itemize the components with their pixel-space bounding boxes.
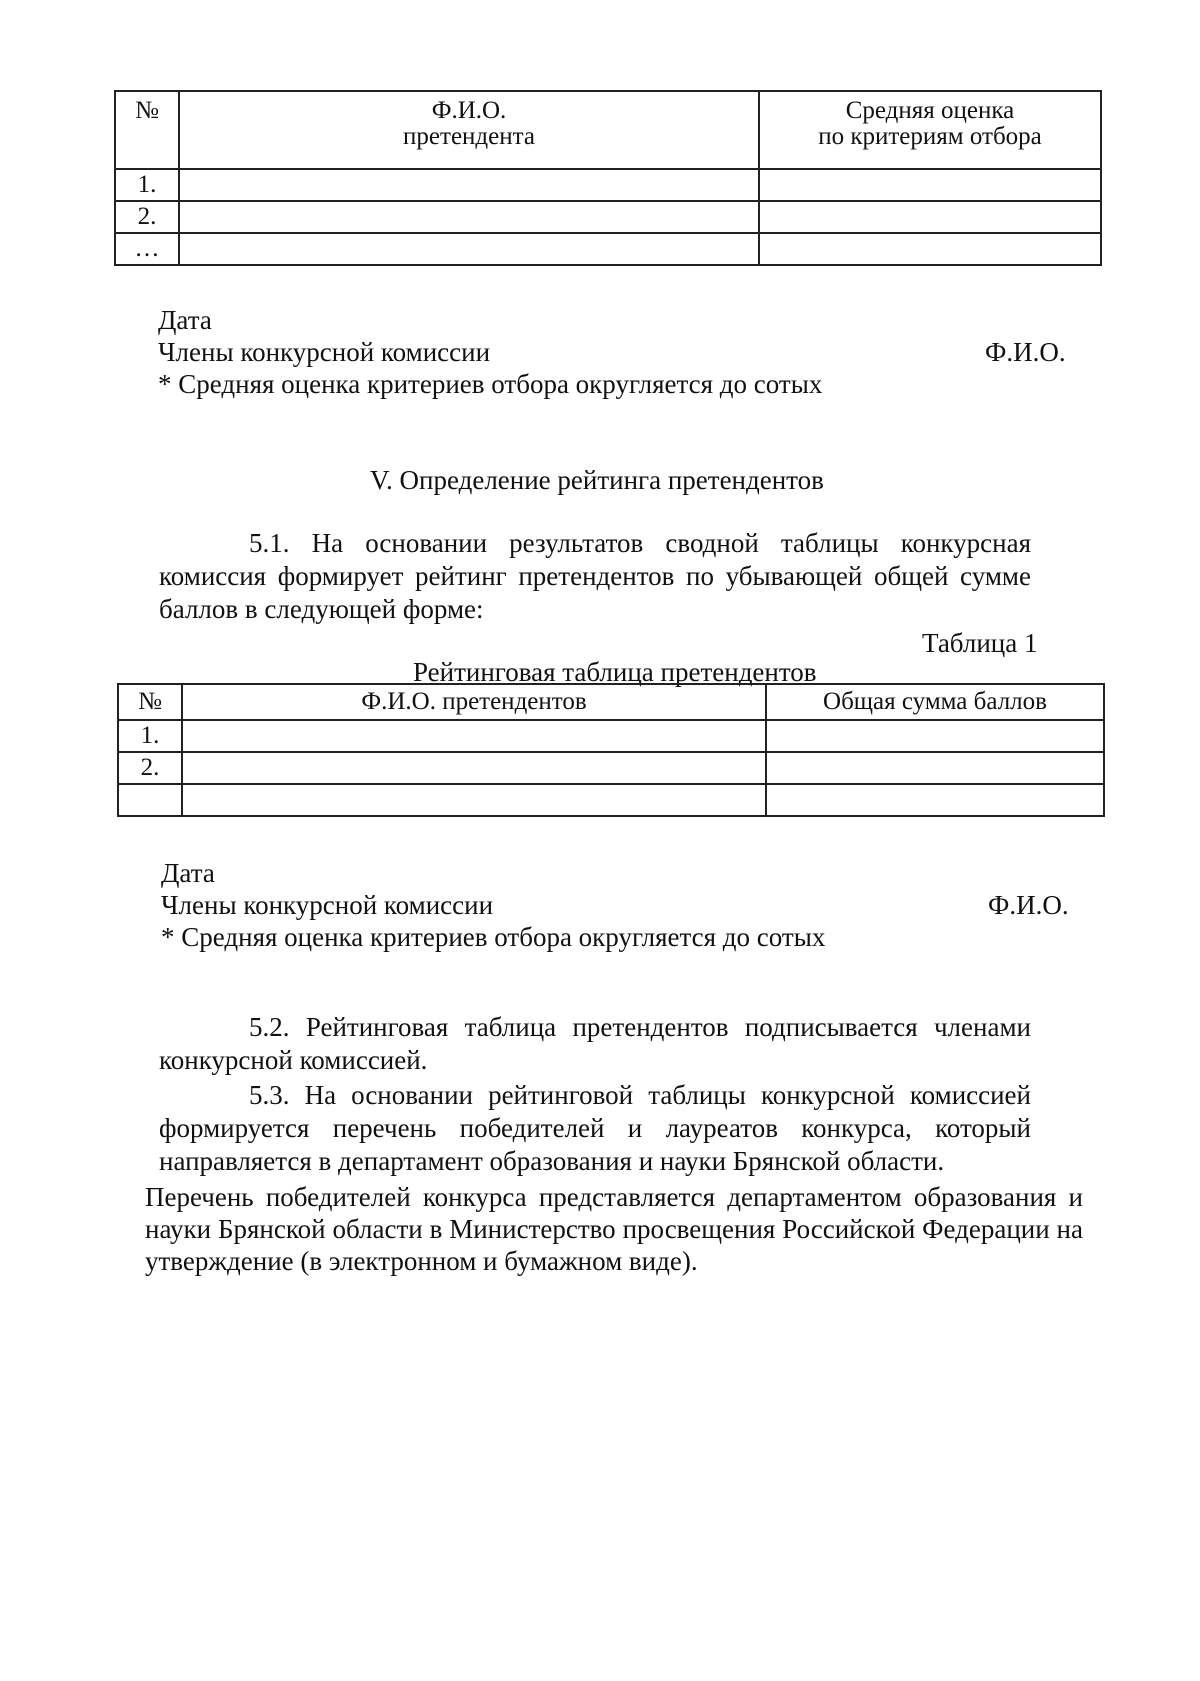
paragraph-5-2 (159, 1011, 1031, 1077)
section-title: V. Определение рейтинга претендентов (370, 465, 824, 495)
column-header-number: № (118, 684, 182, 720)
score-cell (759, 201, 1101, 233)
name-cell (179, 201, 759, 233)
table-row (115, 201, 1101, 233)
row-number: 2. (118, 752, 182, 784)
total-cell (766, 720, 1104, 752)
total-cell (766, 784, 1104, 816)
commission-members-label: Члены конкурсной комиссии (158, 337, 491, 367)
table-header-row (118, 684, 1104, 720)
column-header-name (179, 91, 759, 169)
final-paragraph: Перечень победителей конкурса представляется департаментом образования и науки Брянской области в Министерство просвещения Российской Федерации на утверждение (в электронном и бумажном виде). (145, 1182, 1083, 1276)
name-cell (182, 720, 766, 752)
column-header-total: Общая сумма баллов (766, 684, 1104, 720)
name-cell (179, 169, 759, 201)
column-header-score-line2: по критериям отбора (818, 123, 1042, 150)
table-row (115, 169, 1101, 201)
score-cell (759, 169, 1101, 201)
paragraph-5-2-text: 5.2. Рейтинговая таблица претендентов подписывается членами конкурсной комиссией. (159, 1012, 1031, 1075)
table-title: Рейтинговая таблица претендентов (413, 657, 817, 687)
paragraph-5-3-text: 5.3. На основании рейтинговой таблицы конкурсной комиссией формируется перечень победителей и лауреатов конкурса, который направляется в департамент образования и науки Брянской области. (159, 1080, 1031, 1176)
row-number: 2. (115, 201, 179, 233)
table-row (118, 752, 1104, 784)
rounding-footnote: * Средняя оценка критериев отбора округляется до сотых (161, 922, 826, 952)
rating-table (117, 683, 1105, 817)
table-row (118, 784, 1104, 816)
column-header-score (759, 91, 1101, 169)
name-cell (182, 784, 766, 816)
column-header-name-line2: претендента (403, 123, 535, 150)
paragraph-5-1 (159, 527, 1031, 626)
paragraph-5-1-text: 5.1. На основании результатов сводной таблицы конкурсная комиссия формирует рейтинг претендентов по убывающей общей сумме баллов в следующей форме: (159, 528, 1031, 624)
table-row (115, 233, 1101, 265)
row-number: 1. (115, 169, 179, 201)
name-cell (179, 233, 759, 265)
commission-members-label: Члены конкурсной комиссии (161, 890, 494, 920)
row-number: … (115, 233, 179, 265)
date-label: Дата (158, 305, 212, 335)
date-label: Дата (161, 858, 215, 888)
criteria-average-table (114, 90, 1102, 266)
column-header-name: Ф.И.О. претендентов (182, 684, 766, 720)
score-cell (759, 233, 1101, 265)
rounding-footnote: * Средняя оценка критериев отбора округляется до сотых (158, 369, 823, 399)
total-cell (766, 752, 1104, 784)
column-header-name-line1: Ф.И.О. (431, 97, 507, 124)
fio-label: Ф.И.О. (988, 890, 1069, 920)
table-row (118, 720, 1104, 752)
fio-label: Ф.И.О. (985, 337, 1066, 367)
row-number: 1. (118, 720, 182, 752)
table-header-row (115, 91, 1101, 169)
column-header-number: № (115, 91, 179, 169)
table-label: Таблица 1 (922, 628, 1038, 658)
row-number (118, 784, 182, 816)
name-cell (182, 752, 766, 784)
column-header-score-line1: Средняя оценка (845, 97, 1015, 124)
paragraph-5-3 (159, 1079, 1031, 1178)
